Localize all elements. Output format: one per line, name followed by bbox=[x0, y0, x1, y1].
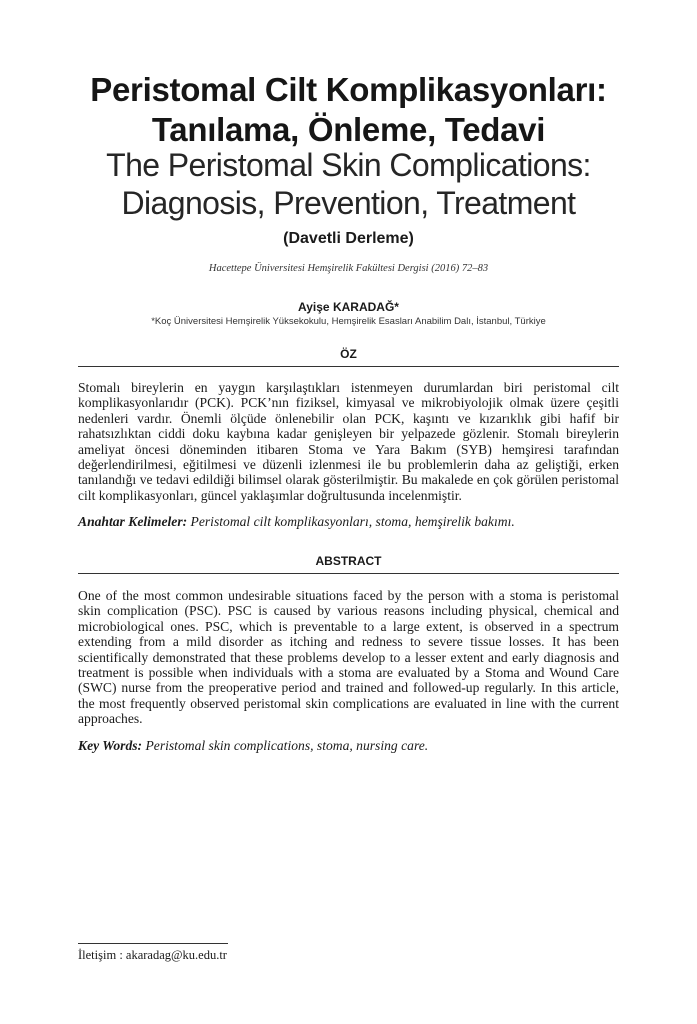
title-turkish-line2: Tanılama, Önleme, Tedavi bbox=[151, 111, 546, 148]
oz-keywords bbox=[78, 514, 619, 530]
journal-citation: Hacettepe Üniversitesi Hemşirelik Fakültesi Dergisi (2016) 72–83 bbox=[208, 263, 489, 274]
title-english-line2: Diagnosis, Prevention, Treatment bbox=[121, 185, 576, 221]
oz-text: Stomalı bireylerin en yaygın karşılaştıkları istenmeyen durumlardan biri peristomal cilt komplikasyonlarıdır (PCK). PCK’nın fiziksel, kimyasal ve mikrobiyolojik olmak üzere çeşitli nedenleri vardır. Önemli ölçüde önlenebilir olan PCK, kaşıntı ve kızarıklık gibi hafif bir rahatsızlıktan ciddi doku kaybına kadar genişleyen bir yelpazede gözlenir. Stomalı bireylerin ameliyat öncesi döneminden itibaren Stoma ve Yara Bakım (SYB) hemşiresi tarafından değerlendirilmesi, eğitilmesi ve düzenli izlenmesi ile bu problemlerin daha az geliştiği, erken tanılandığı ve tedavi edildiği bilimsel olarak gösterilmiştir. Bu makalede en çok görülen peristomal cilt komplikasyonları, güncel yaklaşımlar doğrultusunda incelenmiştir. bbox=[78, 380, 619, 503]
oz-keywords-label: Anahtar Kelimeler: bbox=[78, 514, 188, 529]
title-turkish-line1: Peristomal Cilt Komplikasyonları: bbox=[90, 71, 607, 108]
abstract-keywords bbox=[78, 738, 619, 754]
title-turkish bbox=[0, 70, 697, 150]
author-affiliation: *Koç Üniversitesi Hemşirelik Yüksekokulu, Hemşirelik Esasları Anabilim Dalı, İstanbul, Türkiye bbox=[151, 316, 546, 327]
title-english bbox=[0, 146, 697, 222]
oz-keywords-list: Peristomal cilt komplikasyonları, stoma, hemşirelik bakımı. bbox=[190, 514, 515, 529]
abstract-text: One of the most common undesirable situations faced by the person with a stoma is peristomal skin complication (PSC). PSC is caused by various reasons including physical, chemical and microbiological ones. PSC, which is preventable to a large extent, is observed in a spectrum extending from a mild disorder as itching and redness to severe tissue losses. It has been scientifically demonstrated that these problems develop to a lesser extent and early diagnosis and treatment is possible when individuals with a stoma are evaluated by a Stoma and Wound Care (SWC) nurse from the preoperative period and trained and followed-up regularly. In this article, the most frequently observed peristomal skin complications are evaluated in line with the current approaches. bbox=[78, 588, 619, 727]
title-english-line1: The Peristomal Skin Complications: bbox=[106, 147, 591, 183]
contact-footnote: İletişim : akaradag@ku.edu.tr bbox=[78, 948, 227, 962]
footnote-divider bbox=[78, 943, 228, 944]
oz-divider bbox=[78, 366, 619, 367]
author-name: Ayişe KARADAĞ* bbox=[298, 300, 399, 314]
abstract-heading: ABSTRACT bbox=[315, 554, 382, 568]
abstract-keywords-list: Peristomal skin complications, stoma, nursing care. bbox=[145, 738, 429, 753]
abstract-keywords-label: Key Words: bbox=[78, 738, 143, 753]
abstract-divider bbox=[78, 573, 619, 574]
oz-heading: ÖZ bbox=[340, 347, 357, 361]
article-type: (Davetli Derleme) bbox=[283, 230, 414, 247]
